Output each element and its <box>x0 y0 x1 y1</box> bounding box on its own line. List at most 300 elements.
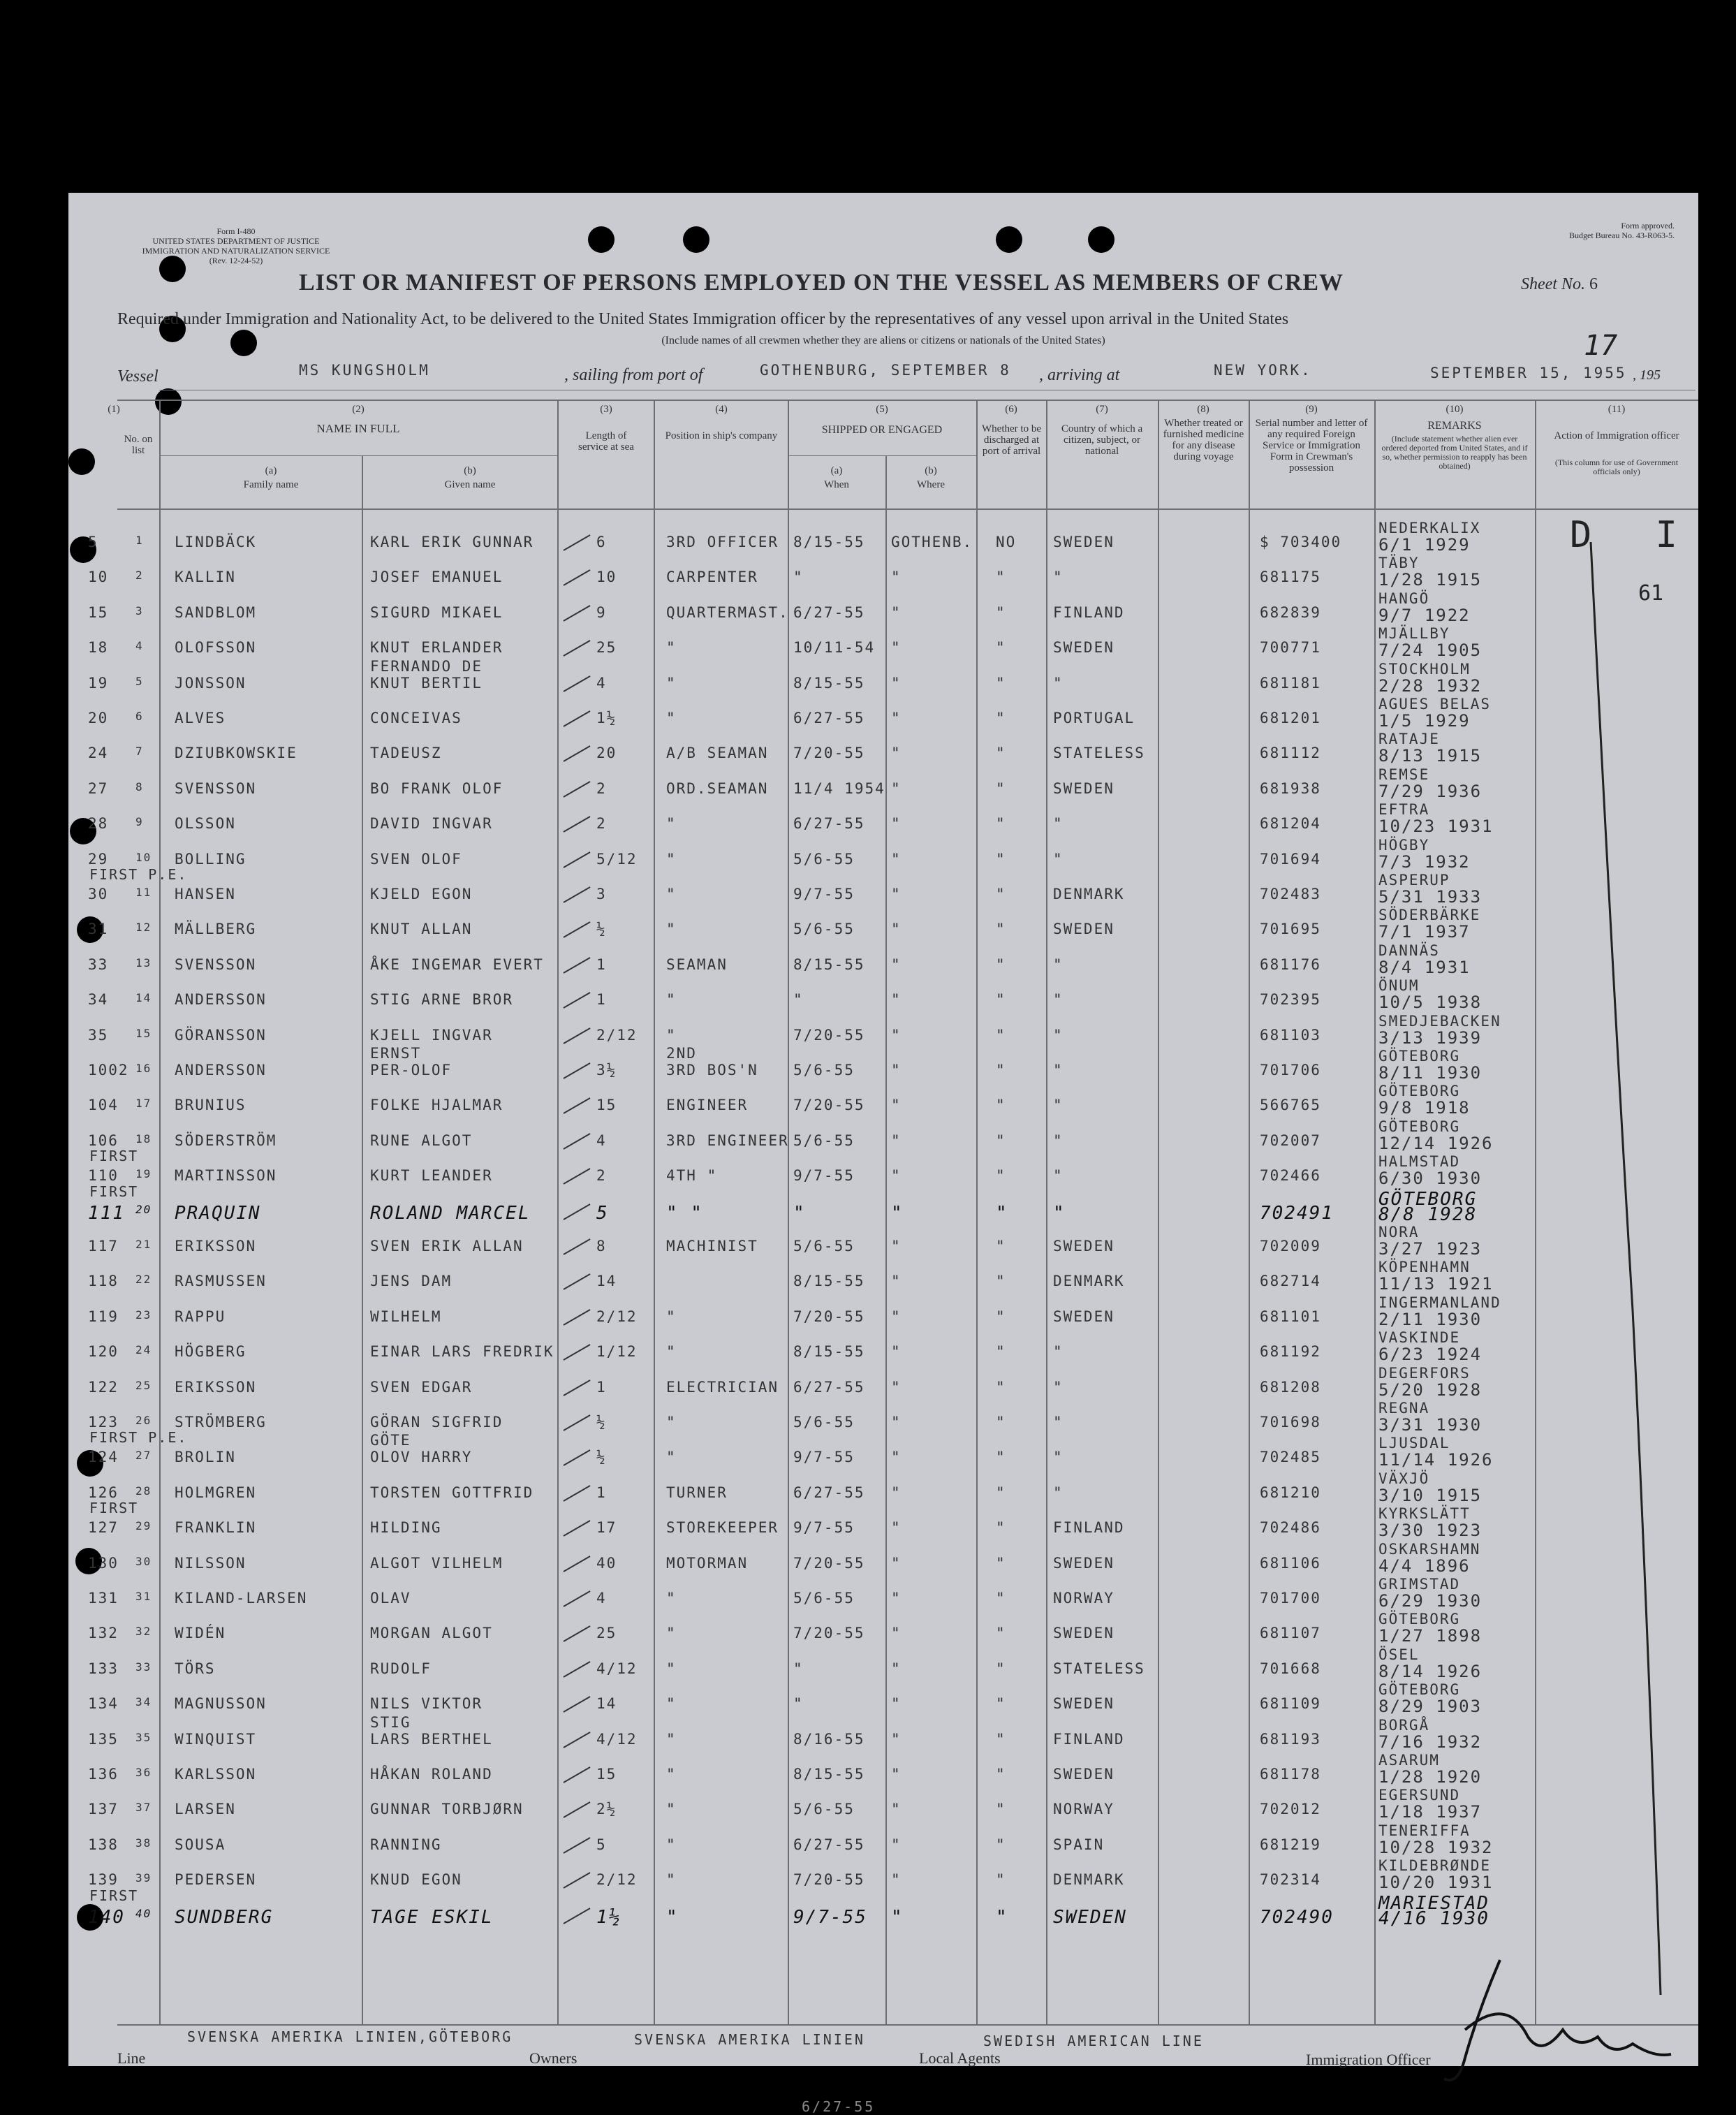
shipped-where: " <box>891 921 902 938</box>
check-mark <box>563 1696 590 1713</box>
service-length: ½ <box>596 1414 607 1430</box>
shipped-when: " <box>793 569 804 586</box>
given-name: JOSEF EMANUEL <box>370 569 503 586</box>
owners-name: SVENSKA AMERIKA LINIEN <box>634 2031 865 2048</box>
column-number: (3) <box>600 404 612 415</box>
family-name: ALVES <box>175 710 226 726</box>
given-name: SIGURD MIKAEL <box>370 603 503 621</box>
discharged: " <box>996 1906 1008 1928</box>
check-mark <box>563 1556 590 1572</box>
form-approval-block <box>1535 221 1675 240</box>
position: 3RD ENGINEER <box>666 1132 789 1149</box>
check-mark <box>563 710 590 727</box>
row-number: 36 <box>135 1766 152 1779</box>
departure-port: GOTHENBURG, SEPTEMBER 8 <box>760 362 1011 379</box>
family-name: OLSSON <box>175 815 236 833</box>
service-length: 5 <box>596 1202 609 1224</box>
table-row <box>68 1887 1698 1932</box>
first-passage-mark: FIRST <box>89 1887 139 1904</box>
country: SWEDEN <box>1053 1625 1115 1642</box>
subtitle: Required under Immigration and Nationality Act, to be delivered to the United States Immigration officer by the representatives of any vessel upon arrival in the United States <box>117 310 1289 328</box>
birth-place: HALMSTAD <box>1378 1153 1461 1171</box>
check-mark <box>563 534 590 551</box>
shipped-where: " <box>891 1026 902 1044</box>
check-mark <box>563 1203 590 1220</box>
given-name: HILDING <box>370 1519 442 1537</box>
shipped-where: " <box>891 815 902 833</box>
position: " <box>666 1590 677 1607</box>
country: SWEDEN <box>1053 1238 1115 1254</box>
shipped-when: 9/7-55 <box>793 1519 855 1537</box>
shipped-where: " <box>891 710 902 726</box>
family-name: KILAND-LARSEN <box>175 1590 308 1607</box>
serial-number: 700771 <box>1260 639 1321 657</box>
country: " <box>1053 1414 1064 1430</box>
column-number: (6) <box>1005 404 1017 415</box>
birth-date: 9/8 1918 <box>1378 1098 1471 1118</box>
column-number: (7) <box>1096 404 1108 415</box>
row-id: 104 <box>88 1097 119 1114</box>
given-name: STIG ARNE BROR <box>370 991 514 1009</box>
service-length: 25 <box>596 639 617 657</box>
shipped-when: 7/20-55 <box>793 1308 865 1325</box>
discharged: " <box>996 1062 1006 1078</box>
position: QUARTERMAST. <box>666 603 789 621</box>
row-number: 6 <box>135 710 144 723</box>
country: SWEDEN <box>1053 1554 1115 1572</box>
given-name: SVEN OLOF <box>370 850 462 868</box>
officer-signature <box>1423 1953 1675 2093</box>
service-length: 2 <box>596 1167 607 1185</box>
given-name: ALGOT VILHELM <box>370 1554 503 1572</box>
arriving-label: , arriving at <box>1039 366 1120 384</box>
shipped-where: " <box>891 569 902 586</box>
shipped-where: " <box>891 1730 902 1748</box>
service-length: 4 <box>596 1132 607 1149</box>
position: " <box>666 1343 677 1361</box>
shipped-when: 6/27-55 <box>793 1484 865 1501</box>
position: " <box>666 1026 677 1044</box>
row-number: 34 <box>135 1695 152 1709</box>
shipped-when: 8/16-55 <box>793 1730 865 1748</box>
shipped-where: " <box>891 1906 904 1928</box>
family-name: ANDERSSON <box>175 1062 267 1078</box>
shipped-where: " <box>891 603 902 621</box>
column-number: (8) <box>1197 404 1209 415</box>
position: MOTORMAN <box>666 1554 749 1572</box>
check-mark <box>563 1802 590 1819</box>
check-mark <box>563 1626 590 1643</box>
country: " <box>1053 1378 1064 1396</box>
discharged: " <box>996 1273 1006 1290</box>
family-name: HANSEN <box>175 886 236 902</box>
birth-place: ÖNUM <box>1378 977 1420 995</box>
table-row <box>68 1012 1698 1052</box>
birth-place: KILDEBRØNDE <box>1378 1857 1492 1875</box>
birth-date: 3/30 1923 <box>1378 1521 1483 1541</box>
country: " <box>1053 991 1064 1009</box>
table-row <box>68 866 1698 911</box>
position: ORD.SEAMAN <box>666 780 769 797</box>
row-number: 3 <box>135 603 144 617</box>
row-id: 117 <box>88 1238 119 1254</box>
given-name: DAVID INGVAR <box>370 815 493 833</box>
discharged: " <box>996 1695 1006 1713</box>
service-length: 2/12 <box>596 1308 638 1325</box>
birth-place: NEDERKALIX <box>1378 520 1481 536</box>
check-mark <box>563 746 590 763</box>
birth-date: 5/31 1933 <box>1378 887 1483 907</box>
family-name: STRÖMBERG <box>175 1414 267 1430</box>
row-number: 5 <box>135 674 144 688</box>
country: " <box>1053 1167 1064 1185</box>
given-name-continued: STIG <box>370 1713 411 1731</box>
country: DENMARK <box>1053 1871 1125 1889</box>
header-given-sub: (b) <box>464 465 476 476</box>
family-name: SVENSSON <box>175 780 257 797</box>
serial-number: 701700 <box>1260 1590 1321 1607</box>
shipped-where: " <box>891 780 902 797</box>
shipped-where: " <box>891 1519 902 1537</box>
table-row <box>68 1576 1698 1615</box>
discharged: " <box>996 674 1006 691</box>
shipped-when: 10/11-54 <box>793 639 876 657</box>
serial-number: 681192 <box>1260 1343 1321 1361</box>
birth-date: 11/14 1926 <box>1378 1450 1494 1470</box>
check-mark <box>563 1062 590 1079</box>
country: FINLAND <box>1053 603 1125 621</box>
discharged: " <box>996 815 1006 833</box>
given-name: KJELD EGON <box>370 886 473 902</box>
table-row <box>68 1681 1698 1720</box>
service-length: 1 <box>596 1378 607 1396</box>
given-name: ÅKE INGEMAR EVERT <box>370 956 544 973</box>
serial-number: 681109 <box>1260 1695 1321 1713</box>
table-row <box>68 1540 1698 1580</box>
serial-number: 701695 <box>1260 921 1321 938</box>
position: 3RD OFFICER <box>666 534 779 550</box>
serial-number: 681112 <box>1260 745 1321 762</box>
shipped-when: 7/20-55 <box>793 745 865 762</box>
discharged: " <box>996 1484 1006 1501</box>
birth-place: GRIMSTAD <box>1378 1576 1461 1593</box>
given-name: KARL ERIK GUNNAR <box>370 534 534 550</box>
service-length: 8 <box>596 1238 607 1254</box>
shipped-where: GOTHENB. <box>891 534 973 550</box>
birth-date: 3/27 1923 <box>1378 1239 1483 1259</box>
discharged: " <box>996 1554 1006 1572</box>
given-name-continued: GÖTE <box>370 1432 411 1449</box>
serial-number: 701706 <box>1260 1062 1321 1078</box>
shipped-sub-rule <box>788 455 976 456</box>
shipped-when: 6/27-55 <box>793 603 865 621</box>
service-length: 4/12 <box>596 1660 638 1677</box>
subnote: (Include names of all crewmen whether they are aliens or citizens or nationals of the United States) <box>661 335 1105 346</box>
row-number: 28 <box>135 1484 152 1498</box>
row-id: 15 <box>88 603 109 621</box>
birth-place: ASARUM <box>1378 1752 1440 1769</box>
given-name: JENS DAM <box>370 1273 453 1290</box>
header-treated: Whether treated or furnished medicine for any disease during voyage <box>1163 418 1244 462</box>
table-row <box>68 1329 1698 1368</box>
header-discharged: Whether to be discharged at port of arrival <box>982 423 1041 457</box>
vessel-name: MS KUNGSHOLM <box>299 362 430 379</box>
birth-date: 8/14 1926 <box>1378 1661 1483 1681</box>
shipped-where: " <box>891 1167 902 1185</box>
birth-place: INGERMANLAND <box>1378 1294 1501 1311</box>
sheet-number: 6 <box>1589 275 1598 293</box>
family-name: KALLIN <box>175 569 236 586</box>
discharged: " <box>996 1026 1006 1044</box>
row-id: 127 <box>88 1519 119 1537</box>
birth-place: SÖDERBÄRKE <box>1378 907 1481 924</box>
shipped-when: 5/6-55 <box>793 1414 855 1430</box>
shipped-when: 5/6-55 <box>793 921 855 938</box>
column-number: (2) <box>352 404 365 415</box>
header-shipped: SHIPPED OR ENGAGED <box>821 424 943 436</box>
birth-date: 7/16 1932 <box>1378 1732 1483 1752</box>
shipped-where: " <box>891 1202 904 1224</box>
serial-number: 701698 <box>1260 1414 1321 1430</box>
check-mark <box>563 1344 590 1361</box>
row-number: 18 <box>135 1132 152 1146</box>
shipped-when: " <box>793 1695 804 1713</box>
header-family-name: Family name <box>243 479 299 490</box>
country: " <box>1053 1343 1064 1361</box>
year-suffix: , 195 <box>1633 367 1661 383</box>
table-row <box>68 801 1698 840</box>
table-row <box>68 1752 1698 1791</box>
check-mark <box>563 922 590 939</box>
country: FINLAND <box>1053 1519 1125 1537</box>
shipped-where: " <box>891 1378 902 1396</box>
birth-place: HÖGBY <box>1378 836 1430 854</box>
birth-date: 10/28 1932 <box>1378 1837 1494 1857</box>
country: " <box>1053 1062 1064 1078</box>
birth-date: 1/28 1915 <box>1378 570 1483 590</box>
check-mark <box>563 1872 590 1889</box>
birth-date: 8/29 1903 <box>1378 1697 1483 1717</box>
discharged: " <box>996 1378 1006 1396</box>
family-name: ERIKSSON <box>175 1378 257 1396</box>
given-name: KNUT ALLAN <box>370 921 473 938</box>
birth-date: 1/28 1920 <box>1378 1767 1483 1787</box>
country: NORWAY <box>1053 1801 1115 1818</box>
serial-number: 681938 <box>1260 780 1321 797</box>
given-name: OLOV HARRY <box>370 1449 473 1466</box>
birth-place: DANNÄS <box>1378 942 1440 959</box>
check-mark <box>563 1168 590 1185</box>
position: " <box>666 1660 677 1677</box>
row-id: 130 <box>88 1554 119 1572</box>
serial-number: 702490 <box>1260 1906 1334 1928</box>
birth-date: 9/7 1922 <box>1378 605 1471 625</box>
shipped-when: " <box>793 991 804 1009</box>
row-number: 17 <box>135 1097 152 1111</box>
country: " <box>1053 569 1064 586</box>
shipped-when: 5/6-55 <box>793 1590 855 1607</box>
given-name: GÖRAN SIGFRID <box>370 1414 503 1430</box>
agents-name: SWEDISH AMERICAN LINE <box>983 2033 1204 2049</box>
check-mark <box>563 1274 590 1291</box>
row-number: 7 <box>135 745 144 759</box>
family-name: ANDERSSON <box>175 991 267 1009</box>
shipped-when: " <box>793 1202 806 1224</box>
service-length: 15 <box>596 1097 617 1114</box>
discharged: NO <box>996 534 1017 550</box>
family-name: SÖDERSTRÖM <box>175 1132 277 1149</box>
service-length: 6 <box>596 534 607 550</box>
birth-place: TENERIFFA <box>1378 1822 1471 1839</box>
country: SWEDEN <box>1053 534 1115 550</box>
form-id: Form I-480 <box>216 226 256 236</box>
shipped-where: " <box>891 745 902 762</box>
discharged: " <box>996 1414 1006 1430</box>
family-name: SANDBLOM <box>175 603 257 621</box>
punch-hole <box>1088 226 1115 253</box>
first-passage-mark: FIRST <box>89 1500 139 1517</box>
birth-date: 5/20 1928 <box>1378 1379 1483 1400</box>
row-number: 1 <box>135 534 144 547</box>
check-mark <box>563 1238 590 1255</box>
row-number: 25 <box>135 1378 152 1392</box>
birth-date: 7/24 1905 <box>1378 641 1483 661</box>
row-id: 118 <box>88 1273 119 1290</box>
check-mark <box>563 886 590 903</box>
table-row <box>68 1224 1698 1263</box>
country: " <box>1053 850 1064 868</box>
family-name: WIDÉN <box>175 1625 226 1642</box>
country: " <box>1053 1026 1064 1044</box>
row-id: 135 <box>88 1730 119 1748</box>
discharged: " <box>996 1766 1006 1783</box>
birth-date: 6/23 1924 <box>1378 1345 1483 1365</box>
given-name: OLAV <box>370 1590 411 1607</box>
given-name: TADEUSZ <box>370 745 442 762</box>
check-mark <box>563 1098 590 1115</box>
agents-label: Local Agents <box>919 2049 1001 2067</box>
arrival-port: NEW YORK. <box>1214 362 1312 379</box>
service-length: 1/12 <box>596 1343 638 1361</box>
row-id: 123 <box>88 1414 119 1430</box>
shipped-when: 7/20-55 <box>793 1026 865 1044</box>
check-mark <box>563 781 590 798</box>
shipped-when: 7/20-55 <box>793 1625 865 1642</box>
birth-place: BORGÅ <box>1378 1716 1430 1734</box>
row-id: 139 <box>88 1871 119 1889</box>
birth-place: SMEDJEBACKEN <box>1378 1012 1501 1030</box>
table-row <box>68 1259 1698 1298</box>
row-id: 133 <box>88 1660 119 1677</box>
table-row <box>68 1857 1698 1896</box>
family-name: DZIUBKOWSKIE <box>175 745 297 762</box>
row-number: 22 <box>135 1273 152 1287</box>
row-number: 2 <box>135 569 144 583</box>
country: SWEDEN <box>1053 1766 1115 1783</box>
birth-place: MARIESTAD <box>1378 1892 1489 1914</box>
row-number: 29 <box>135 1519 152 1533</box>
row-id: 106 <box>88 1132 119 1149</box>
serial-number: 681219 <box>1260 1836 1321 1853</box>
position: " <box>666 1801 677 1818</box>
header-given-name: Given name <box>444 479 496 490</box>
service-length: 10 <box>596 569 617 586</box>
action-number: 61 <box>1638 581 1664 606</box>
position: ELECTRICIAN <box>666 1378 779 1396</box>
service-length: 5/12 <box>596 850 638 868</box>
service: IMMIGRATION AND NATURALIZATION SERVICE <box>142 246 330 256</box>
shipped-where: " <box>891 1625 902 1642</box>
department: UNITED STATES DEPARTMENT OF JUSTICE <box>152 236 320 246</box>
first-passage-mark: FIRST <box>89 1148 139 1165</box>
header-name-in-full: NAME IN FULL <box>316 422 400 435</box>
family-name: MAGNUSSON <box>175 1695 267 1713</box>
row-id: 35 <box>88 1026 109 1044</box>
service-length: 4/12 <box>596 1730 638 1748</box>
shipped-when: 5/6-55 <box>793 1801 855 1818</box>
country: SWEDEN <box>1053 1695 1115 1713</box>
table-row <box>68 1045 1698 1087</box>
position: " <box>666 1906 679 1928</box>
row-number: 30 <box>135 1554 152 1568</box>
family-name: PRAQUIN <box>175 1202 261 1224</box>
discharged: " <box>996 1449 1006 1466</box>
action-stroke <box>1563 542 1675 2009</box>
birth-place: GÖTEBORG <box>1378 1083 1461 1100</box>
shipped-where: " <box>891 639 902 657</box>
birth-date: 10/20 1931 <box>1378 1873 1494 1893</box>
shipped-where: " <box>891 1590 902 1607</box>
birth-date: 3/31 1930 <box>1378 1415 1483 1435</box>
family-name: SOUSA <box>175 1836 226 1853</box>
serial-number: 682839 <box>1260 603 1321 621</box>
country: " <box>1053 1097 1064 1114</box>
table-row <box>68 1118 1698 1157</box>
row-id: 10 <box>88 569 109 586</box>
shipped-when: 9/7-55 <box>793 886 855 902</box>
shipped-where: " <box>891 1273 902 1290</box>
service-length: 9 <box>596 603 607 621</box>
discharged: " <box>996 745 1006 762</box>
birth-place: STOCKHOLM <box>1378 660 1471 678</box>
given-name: TORSTEN GOTTFRID <box>370 1484 534 1501</box>
family-name: BOLLING <box>175 850 247 868</box>
row-id: 24 <box>88 745 109 762</box>
column-number: (4) <box>715 404 728 415</box>
header-when-sub: (a) <box>830 465 843 476</box>
given-name: GUNNAR TORBJØRN <box>370 1801 524 1818</box>
table-row <box>68 520 1698 559</box>
country: SWEDEN <box>1053 639 1115 657</box>
serial-number: 681201 <box>1260 710 1321 726</box>
service-length: 3½ <box>596 1062 617 1078</box>
header-rule-bottom <box>117 508 1698 510</box>
table-row <box>68 766 1698 805</box>
birth-date: 6/30 1930 <box>1378 1169 1483 1189</box>
birth-date: 1/27 1898 <box>1378 1626 1483 1646</box>
shipped-where: " <box>891 1660 902 1677</box>
row-number: 38 <box>135 1836 152 1850</box>
table-row <box>68 1822 1698 1861</box>
country: FINLAND <box>1053 1730 1125 1748</box>
column-number: (9) <box>1305 404 1318 415</box>
birth-date: 12/14 1926 <box>1378 1133 1494 1153</box>
family-name: LINDBÄCK <box>175 534 257 550</box>
column-number: (11) <box>1608 404 1626 415</box>
birth-date: 2/28 1932 <box>1378 675 1483 696</box>
birth-date: 8/4 1931 <box>1378 957 1471 977</box>
shipped-where: " <box>891 1801 902 1818</box>
